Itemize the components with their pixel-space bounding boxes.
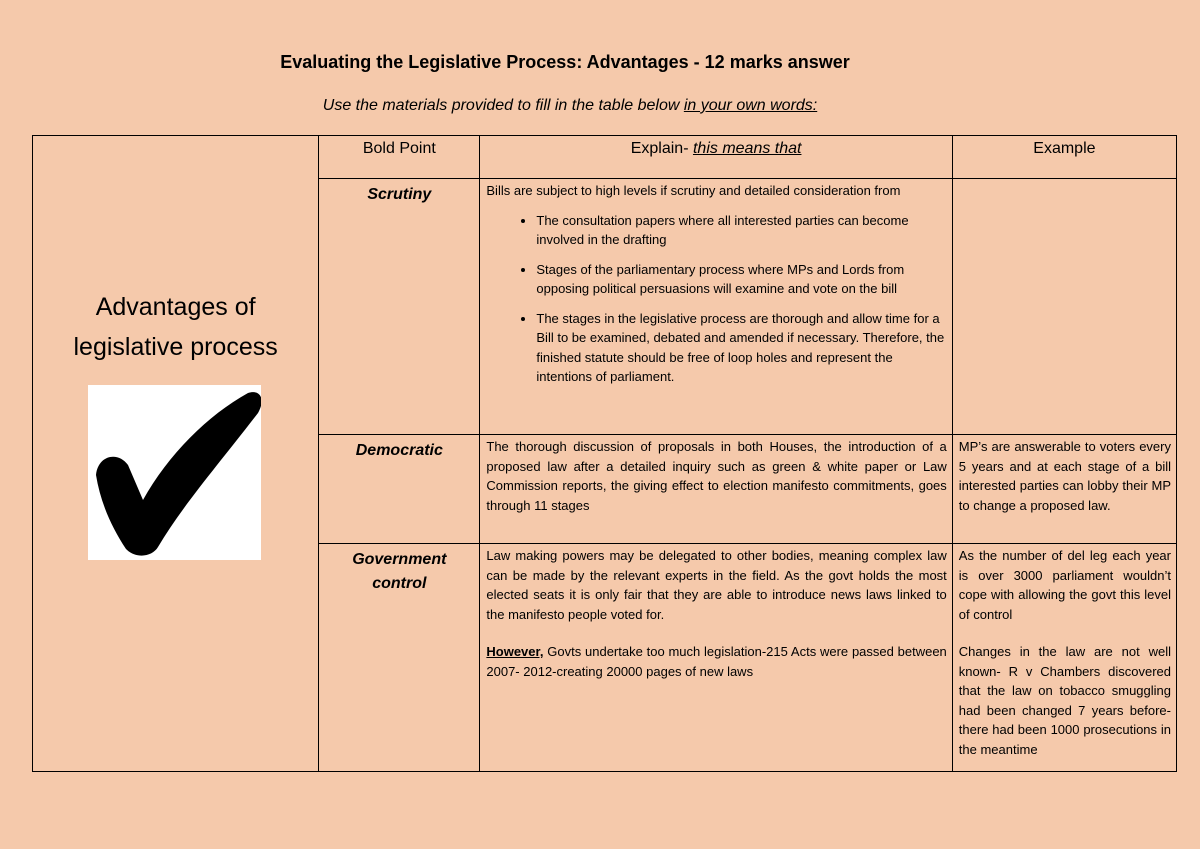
- point-democratic: Democratic: [355, 442, 443, 459]
- point-government-control: Government control: [352, 551, 447, 592]
- side-panel: [33, 136, 319, 772]
- example-cell: [952, 544, 1176, 772]
- header-explain: [480, 136, 952, 179]
- explain-intro: Bills are subject to high levels if scrutiny and detailed consideration from: [486, 183, 901, 198]
- example-cell: [952, 179, 1176, 435]
- example-para: Changes in the law are not well known- R v Chambers discovered that the law on tobacco smuggling had been changed 7 years before-there had been 1000 prosecutions in the meantime: [958, 644, 1171, 757]
- explain-para: Law making powers may be delegated to other bodies, meaning complex law can be made by the relevant experts in the field. As the govt holds the most elected seats it is only fair that they are able to introduce news laws linked to the manifesto people voted for.: [486, 548, 947, 622]
- instructions-emphasis: in your own words:: [683, 97, 818, 114]
- example-democratic: MP’s are answerable to voters every 5 years and at each stage of a bill interested parties can lobby their MP to change a proposed law.: [958, 439, 1171, 513]
- list-item: • The consultation papers where all interested parties can become involved in the drafting: [536, 211, 946, 250]
- however-label: However,: [486, 644, 544, 659]
- page-title: Evaluating the Legislative Process: Advantages - 12 marks answer: [280, 52, 850, 72]
- side-title-line2: legislative process: [73, 333, 278, 361]
- instructions-text: Use the materials provided to fill in the table below: [322, 97, 684, 114]
- explain-scrutiny: [480, 179, 951, 387]
- explain-government-control: [480, 544, 951, 681]
- point-cell: [319, 544, 480, 772]
- header-bold-point: Bold Point: [319, 136, 480, 179]
- example-government-control: [953, 544, 1176, 759]
- side-title-line1: Advantages of: [95, 293, 256, 321]
- point-scrutiny: Scrutiny: [367, 186, 432, 203]
- header-explain-prefix: Explain-: [630, 140, 693, 157]
- explain-cell: [480, 435, 952, 544]
- header-explain-emphasis: this means that: [692, 140, 802, 157]
- table-header-row: [33, 136, 1177, 179]
- checkmark-image: [88, 385, 261, 560]
- explain-however: However, Govts undertake too much legislation-215 Acts were passed between 2007- 2012-creating 20000 pages of new laws: [486, 644, 947, 679]
- side-panel-title: [33, 287, 318, 367]
- advantages-table: [32, 135, 1177, 772]
- explain-democratic: The thorough discussion of proposals in both Houses, the introduction of a proposed law after a detailed inquiry such as green & white paper or Law Commission reports, the giving effect to election manifesto commitments, goes through 11 stages: [486, 439, 947, 513]
- point-cell: [319, 179, 480, 435]
- point-cell: [319, 435, 480, 544]
- list-item: • The stages in the legislative process are thorough and allow time for a Bill to be examined, debated and amended if necessary. Therefore, the finished statute should be free of loop holes and represent the intentions of parliament.: [536, 309, 946, 387]
- explain-bullets: [486, 211, 946, 387]
- instructions: [0, 97, 1140, 115]
- list-item: • Stages of the parliamentary process where MPs and Lords from opposing political persuasions will examine and vote on the bill: [536, 260, 946, 299]
- example-para: As the number of del leg each year is over 3000 parliament wouldn’t cope with allowing the govt this level of control: [958, 548, 1171, 622]
- explain-cell: [480, 179, 952, 435]
- example-cell: [952, 435, 1176, 544]
- header-example: Example: [952, 136, 1176, 179]
- explain-cell: [480, 544, 952, 772]
- checkmark-icon: [88, 385, 261, 560]
